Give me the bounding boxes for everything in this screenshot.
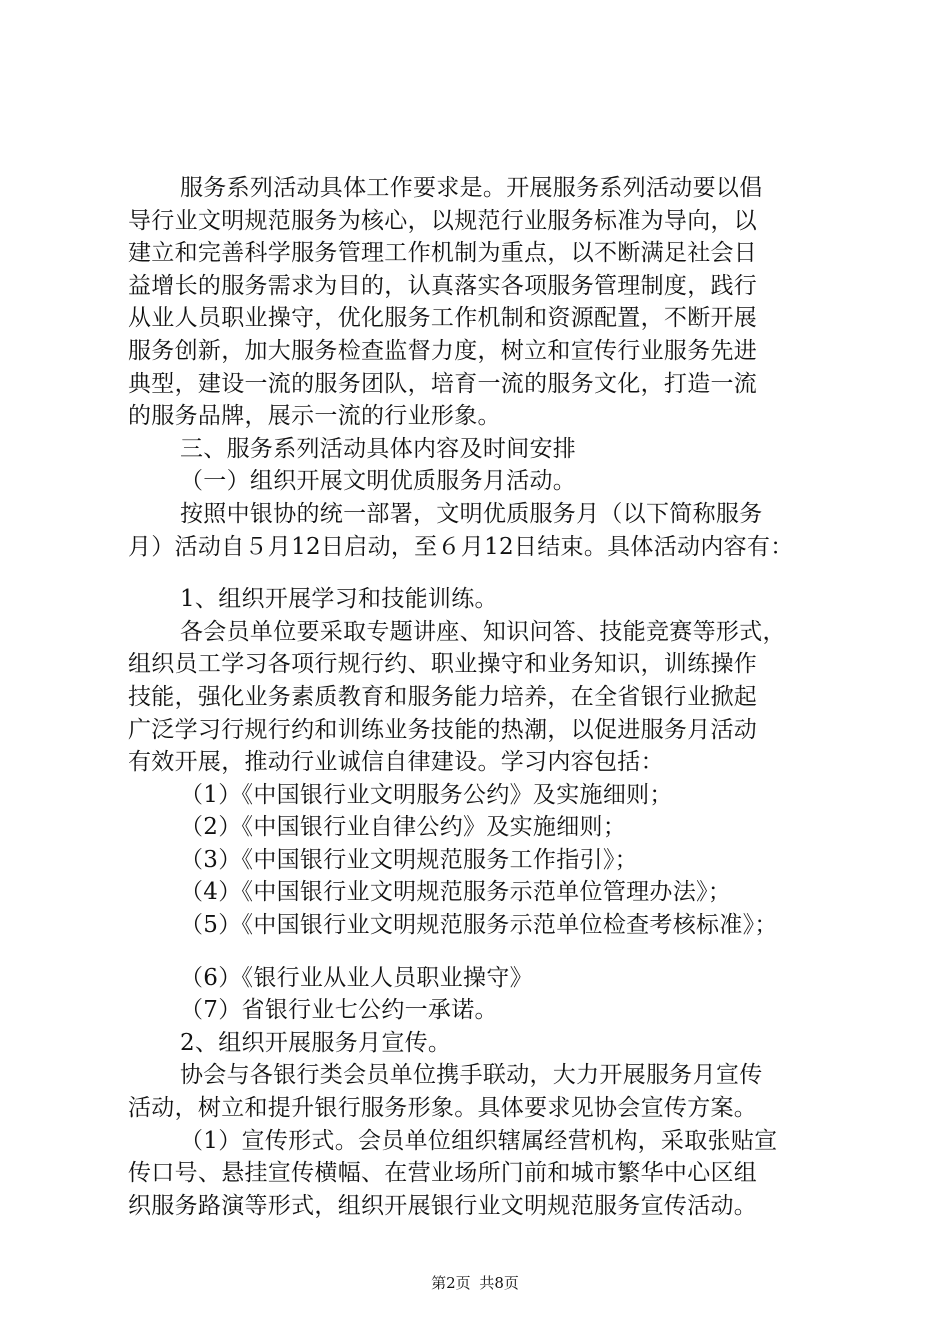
item-heading: 2、组织开展服务月宣传。	[180, 1029, 452, 1056]
paragraph-line: 从业人员职业操守，优化服务工作机制和资源配置，不断开展	[128, 305, 758, 332]
paragraph-line: 的服务品牌，展示一流的行业形象。	[128, 403, 501, 430]
paragraph-line: 建立和完善科学服务管理工作机制为重点，以不断满足社会日	[128, 240, 758, 267]
paragraph-line: （1）宣传形式。会员单位组织辖属经营机构，采取张贴宣	[180, 1127, 778, 1154]
paragraph-line: 协会与各银行类会员单位携手联动，大力开展服务月宣传	[180, 1062, 763, 1089]
paragraph-line: 广泛学习行规行约和训练业务技能的热潮，以促进服务月活动	[128, 716, 758, 743]
list-item: （1）《中国银行业文明服务公约》及实施细则；	[180, 781, 673, 808]
paragraph-line: 织服务路演等形式，组织开展银行业文明规范服务宣传活动。	[128, 1192, 758, 1219]
paragraph-line: 组织员工学习各项行规行约、职业操守和业务知识，训练操作	[128, 651, 758, 678]
paragraph-line: 活动，树立和提升银行服务形象。具体要求见协会宣传方案。	[128, 1095, 758, 1122]
list-item: （2）《中国银行业自律公约》及实施细则；	[180, 814, 627, 841]
list-item: （6）《银行业从业人员职业操守》	[180, 964, 533, 991]
page-footer	[0, 1272, 950, 1293]
list-item: （7）省银行业七公约一承诺。	[180, 997, 498, 1024]
paragraph-line: 技能，强化业务素质教育和服务能力培养，在全省银行业掀起	[128, 683, 758, 710]
paragraph-gap	[128, 942, 848, 962]
page-number: 第2页	[431, 1274, 471, 1292]
page-total: 共8页	[479, 1274, 519, 1292]
list-item: （3）《中国银行业文明规范服务工作指引》；	[180, 846, 638, 873]
paragraph-line: 月）活动自５月12日启动，至６月12日结束。具体活动内容有：	[128, 533, 794, 560]
item-heading: 1、组织开展学习和技能训练。	[180, 586, 498, 613]
subsection-heading: （一）组织开展文明优质服务月活动。	[180, 468, 577, 495]
paragraph-line: 传口号、悬挂宣传横幅、在营业场所门前和城市繁华中心区组	[128, 1160, 758, 1187]
paragraph-line: 按照中银协的统一部署，文明优质服务月（以下简称服务	[180, 500, 763, 527]
list-item: （5）《中国银行业文明规范服务示范单位检查考核标准》；	[180, 912, 778, 939]
paragraph-line: 服务创新，加大服务检查监督力度，树立和宣传行业服务先进	[128, 337, 758, 364]
paragraph-line: 各会员单位要采取专题讲座、知识问答、技能竞赛等形式，	[180, 618, 786, 645]
paragraph-line: 服务系列活动具体工作要求是。开展服务系列活动要以倡	[180, 175, 763, 201]
paragraph-line: 导行业文明规范服务为核心，以规范行业服务标准为导向，以	[128, 207, 758, 234]
list-item: （4）《中国银行业文明规范服务示范单位管理办法》；	[180, 879, 732, 906]
paragraph-line: 典型，建设一流的服务团队，培育一流的服务文化，打造一流	[128, 370, 758, 397]
section-heading: 三、服务系列活动具体内容及时间安排	[180, 435, 577, 462]
paragraph-line: 有效开展，推动行业诚信自律建设。学习内容包括：	[128, 749, 664, 776]
paragraph-line: 益增长的服务需求为目的，认真落实各项服务管理制度，践行	[128, 272, 758, 299]
document-body	[128, 172, 848, 1222]
paragraph-gap	[128, 563, 848, 583]
